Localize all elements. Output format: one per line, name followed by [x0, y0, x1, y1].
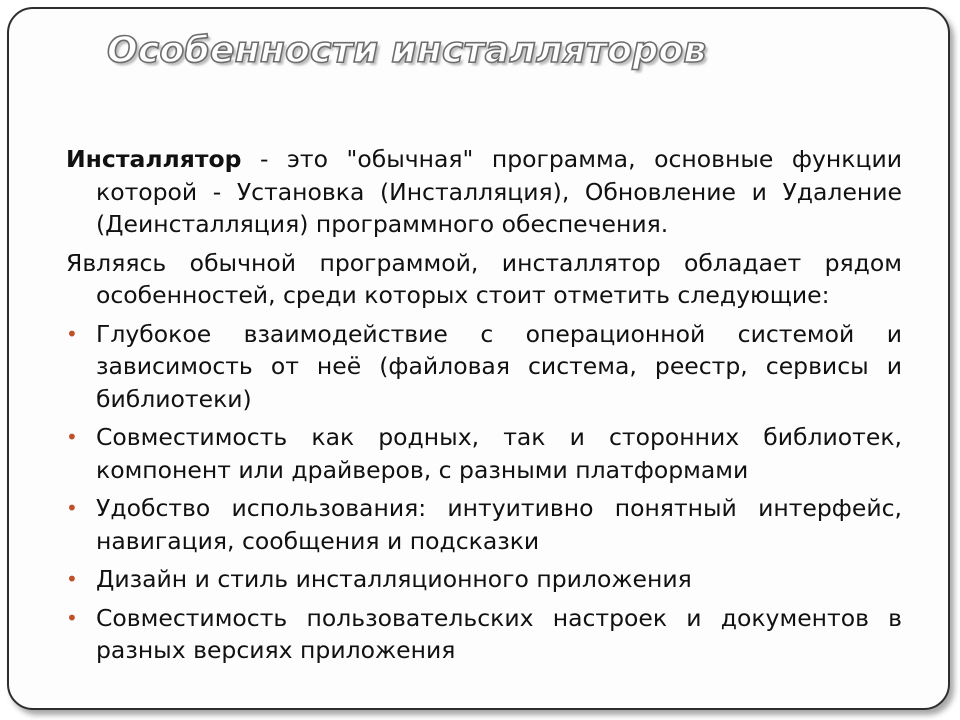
- intro-definition: - это "обычная" программа, основные функции которой - Установка (Инсталляция), Обновление и Удаление (Деинсталляция) программного обеспечения.: [96, 145, 902, 238]
- bullet-icon: •: [66, 567, 78, 591]
- bullet-text: Удобство использования: интуитивно понятный интерфейс, навигация, сообщения и подсказки: [96, 494, 902, 555]
- bullet-icon: •: [66, 425, 78, 449]
- list-item: [66, 563, 902, 596]
- features-lead-paragraph: Являясь обычной программой, инсталлятор обладает рядом особенностей, среди которых стоит отметить следующие:: [66, 248, 902, 309]
- bullet-text: Совместимость пользовательских настроек и документов в разных версиях приложения: [96, 603, 902, 664]
- bullet-icon: •: [66, 496, 78, 520]
- list-item: [66, 602, 902, 667]
- slide-title: Особенности инсталляторов: [107, 30, 707, 71]
- intro-paragraph: [66, 143, 902, 241]
- slide-body: [66, 143, 902, 673]
- intro-term: Инсталлятор: [66, 145, 242, 173]
- bullet-icon: •: [66, 605, 78, 630]
- list-item: [66, 421, 902, 486]
- list-item: [66, 318, 902, 416]
- bullet-icon: •: [66, 321, 78, 346]
- bullet-text: Глубокое взаимодействие с операционной системой и зависимость от неё (файловая система, реестр, сервисы и библиотеки): [96, 319, 902, 413]
- feature-list: [66, 318, 902, 667]
- bullet-text: Совместимость как родных, так и сторонних библиотек, компонент или драйверов, с разными платформами: [96, 423, 902, 484]
- bullet-text: Дизайн и стиль инсталляционного приложения: [96, 565, 692, 593]
- list-item: [66, 492, 902, 557]
